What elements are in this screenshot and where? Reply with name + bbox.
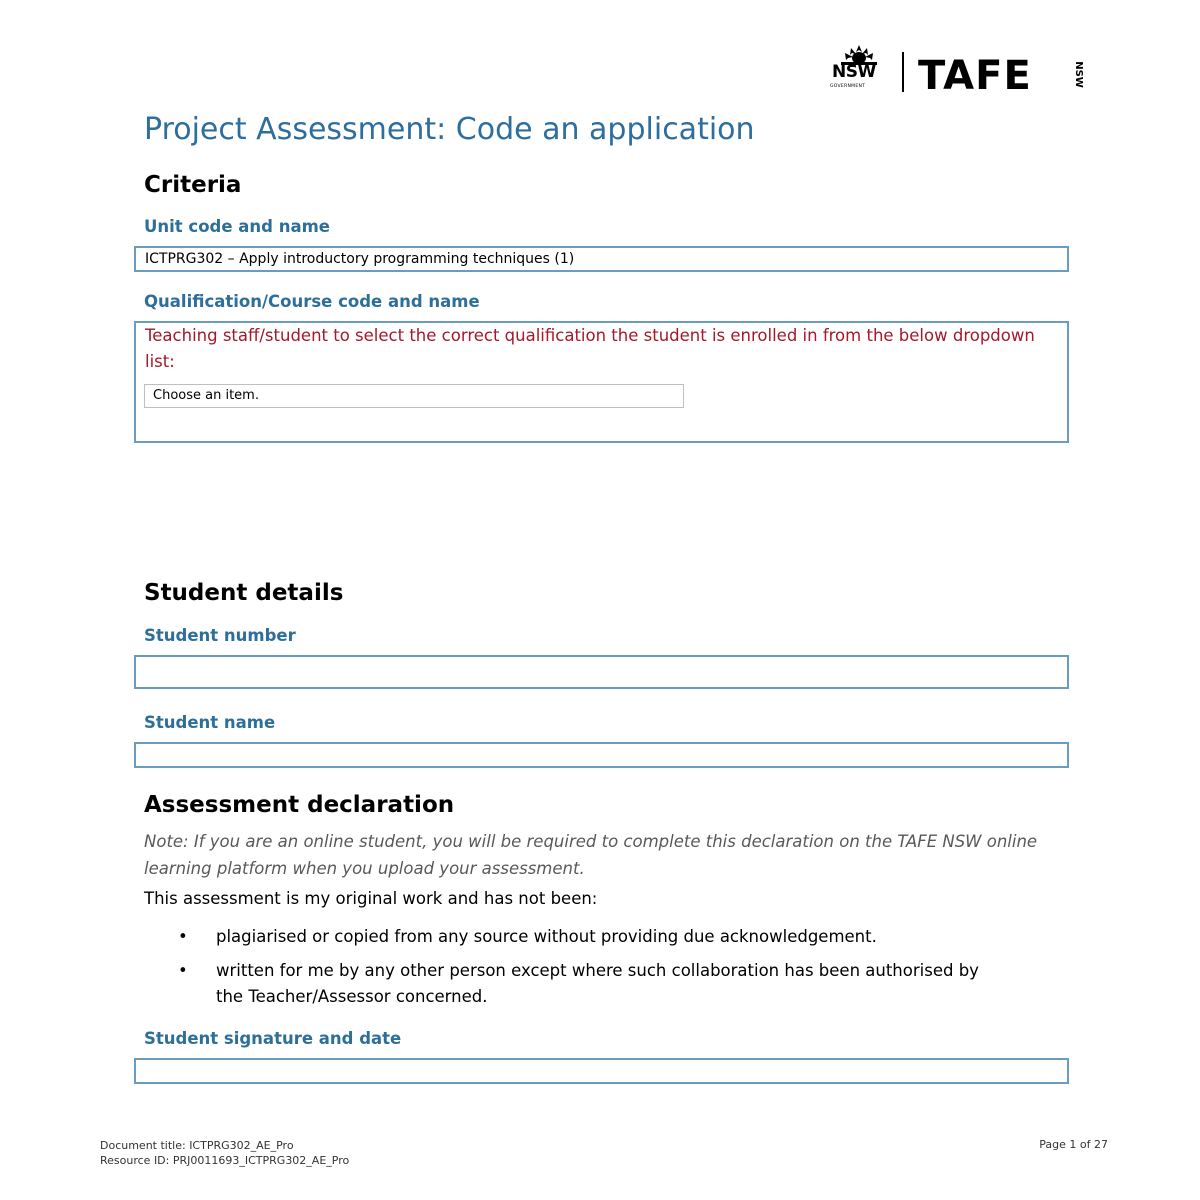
signature-field[interactable] — [134, 1058, 1069, 1084]
tafe-logo-text: TAFE — [918, 53, 1032, 99]
list-item — [178, 958, 998, 1010]
qualification-instruction: Teaching staff/student to select the correct qualification the student is enrolled in from the below dropdown list: — [145, 326, 1035, 371]
tafe-logo-suffix: NSW — [1072, 61, 1084, 88]
declaration-note: Note: If you are an online student, you will be required to complete this declaration on the TAFE NSW online learning platform when you upload your assessment. — [144, 832, 1038, 878]
page-number: Page 1 of 27 — [1039, 1138, 1108, 1151]
list-item — [178, 924, 998, 950]
logo-divider — [902, 52, 904, 92]
resource-id: Resource ID: PRJ0011693_ICTPRG302_AE_Pro — [100, 1154, 350, 1167]
student-number-value — [136, 657, 1067, 663]
header-logos — [828, 44, 1088, 98]
list-item-text: written for me by any other person except where such collaboration has been authorised by the Teacher/Assessor concerned. — [216, 961, 979, 1006]
page-title: Project Assessment: Code an application — [144, 112, 755, 147]
criteria-heading: Criteria — [144, 172, 242, 198]
qualification-box — [134, 321, 1069, 443]
document-title: Document title: ICTPRG302_AE_Pro — [100, 1139, 294, 1152]
unit-code-label: Unit code and name — [144, 217, 330, 236]
student-name-value — [136, 744, 1067, 750]
declaration-list — [178, 924, 998, 1018]
nsw-logo-subtext: GOVERNMENT — [830, 84, 866, 89]
student-details-heading: Student details — [144, 580, 344, 606]
nsw-logo-text: NSW — [832, 62, 876, 82]
document-footer — [100, 1138, 349, 1168]
qualification-dropdown[interactable]: Choose an item. — [144, 384, 684, 408]
nsw-government-logo — [828, 44, 886, 94]
signature-label: Student signature and date — [144, 1029, 402, 1048]
student-name-label: Student name — [144, 713, 276, 732]
student-number-label: Student number — [144, 626, 296, 645]
qualification-label: Qualification/Course code and name — [144, 292, 480, 311]
student-number-field[interactable] — [134, 655, 1069, 689]
bullet-icon: • — [178, 927, 188, 946]
assessment-declaration-heading: Assessment declaration — [144, 792, 455, 818]
signature-value — [136, 1060, 1067, 1066]
unit-code-value: ICTPRG302 – Apply introductory programming techniques (1) — [145, 251, 575, 267]
unit-code-field[interactable] — [134, 246, 1069, 272]
declaration-intro: This assessment is my original work and has not been: — [144, 889, 598, 908]
list-item-text: plagiarised or copied from any source without providing due acknowledgement. — [216, 927, 877, 946]
student-name-field[interactable] — [134, 742, 1069, 768]
bullet-icon: • — [178, 961, 188, 980]
